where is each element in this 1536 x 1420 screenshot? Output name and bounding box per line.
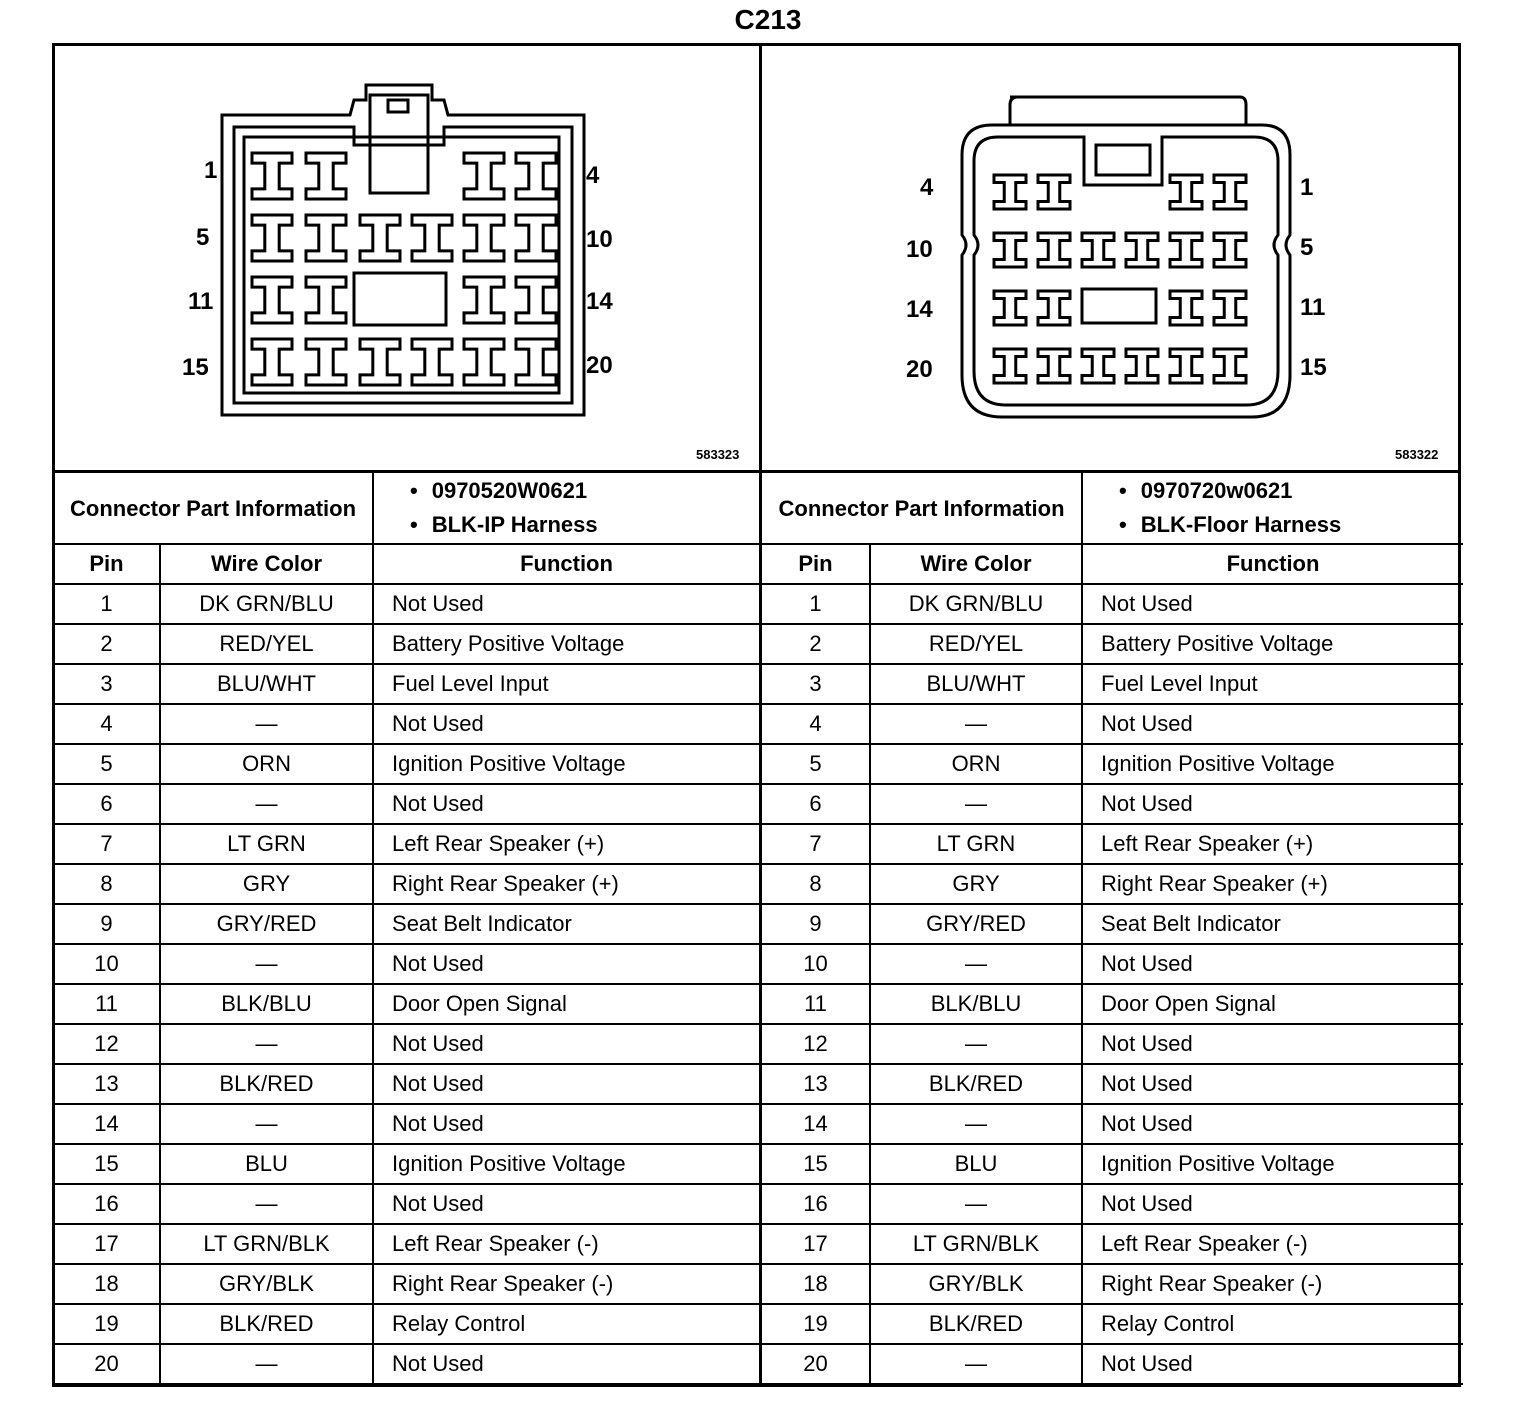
function-cell: Not Used — [373, 784, 759, 824]
wire-color-cell: BLK/RED — [870, 1064, 1082, 1104]
pin-cell: 3 — [54, 664, 160, 704]
pinout-table-floor — [759, 473, 1463, 1385]
table-row — [762, 1064, 1463, 1104]
table-row — [762, 1264, 1463, 1304]
pin-cell: 19 — [762, 1304, 870, 1344]
harness-name: • BLK-IP Harness — [414, 508, 759, 542]
table-row — [54, 784, 759, 824]
pin-cell: 6 — [762, 784, 870, 824]
wire-color-cell: — — [870, 1104, 1082, 1144]
terminal-icon — [1214, 175, 1246, 209]
pin-cell: 1 — [762, 584, 870, 624]
wire-color-cell: BLK/BLU — [870, 984, 1082, 1024]
table-row — [762, 584, 1463, 624]
pin-cell: 1 — [54, 584, 160, 624]
function-cell: Relay Control — [1082, 1304, 1463, 1344]
table-row — [54, 624, 759, 664]
terminal-icon — [1170, 291, 1202, 325]
table-row — [762, 904, 1463, 944]
pin-cell: 7 — [762, 824, 870, 864]
terminal-icon — [306, 339, 346, 385]
connector-info-list — [373, 473, 759, 544]
pinout-tables — [54, 470, 1460, 1376]
wire-color-cell: BLK/RED — [870, 1304, 1082, 1344]
function-header: Function — [373, 544, 759, 584]
table-row — [54, 1064, 759, 1104]
pin-cell: 9 — [54, 904, 160, 944]
function-cell: Left Rear Speaker (-) — [1082, 1224, 1463, 1264]
function-cell: Right Rear Speaker (+) — [373, 864, 759, 904]
function-cell: Ignition Positive Voltage — [373, 744, 759, 784]
pin-cell: 8 — [762, 864, 870, 904]
pin-label-15: 15 — [182, 354, 209, 381]
terminal-icon — [464, 277, 504, 323]
wire-color-header: Wire Color — [870, 544, 1082, 584]
wire-color-cell: LT GRN/BLK — [160, 1224, 373, 1264]
function-cell: Not Used — [1082, 944, 1463, 984]
function-header: Function — [1082, 544, 1463, 584]
terminal-icon — [306, 215, 346, 261]
terminal-icon — [994, 233, 1026, 267]
terminal-icon — [1170, 175, 1202, 209]
table-body — [54, 584, 759, 1384]
terminal-icon — [1038, 291, 1070, 325]
pin-label-5: 5 — [196, 224, 210, 251]
function-cell: Door Open Signal — [373, 984, 759, 1024]
function-cell: Ignition Positive Voltage — [373, 1144, 759, 1184]
function-cell: Relay Control — [373, 1304, 759, 1344]
pin-cell: 17 — [54, 1224, 160, 1264]
function-cell: Left Rear Speaker (-) — [373, 1224, 759, 1264]
terminal-icon — [1214, 349, 1246, 383]
terminal-icon — [306, 277, 346, 323]
function-cell: Left Rear Speaker (+) — [1082, 824, 1463, 864]
pin-header: Pin — [762, 544, 870, 584]
wire-color-cell: BLK/RED — [160, 1064, 373, 1104]
table-row — [54, 1184, 759, 1224]
wire-color-cell: — — [160, 1344, 373, 1384]
function-cell: Fuel Level Input — [1082, 664, 1463, 704]
part-number: • 0970520W0621 — [414, 474, 759, 508]
pin-cell: 4 — [54, 704, 160, 744]
pin-label-20: 20 — [586, 352, 613, 379]
terminal-icon — [516, 153, 556, 199]
terminal-icon — [516, 277, 556, 323]
pin-cell: 12 — [762, 1024, 870, 1064]
connector-info-label: Connector Part Information — [54, 473, 373, 544]
pin-label-20: 20 — [906, 356, 933, 383]
table-row — [762, 1104, 1463, 1144]
pin-cell: 20 — [54, 1344, 160, 1384]
figure-number: 583323 — [696, 447, 740, 462]
connector-drawing-floor — [759, 45, 1463, 472]
pin-cell: 7 — [54, 824, 160, 864]
function-cell: Right Rear Speaker (-) — [373, 1264, 759, 1304]
table-row — [762, 1024, 1463, 1064]
pin-cell: 20 — [762, 1344, 870, 1384]
pinout-table-ip — [54, 473, 759, 1385]
table-body — [762, 584, 1463, 1384]
table-row — [54, 744, 759, 784]
terminal-icon — [1214, 291, 1246, 325]
wire-color-cell: — — [870, 1344, 1082, 1384]
wire-color-cell: BLU/WHT — [160, 664, 373, 704]
wire-color-cell: RED/YEL — [160, 624, 373, 664]
wire-color-cell: — — [870, 1184, 1082, 1224]
terminal-icon — [1038, 175, 1070, 209]
pin-cell: 4 — [762, 704, 870, 744]
table-row — [54, 1304, 759, 1344]
pin-label-1: 1 — [1300, 174, 1314, 201]
wire-color-cell: — — [870, 704, 1082, 744]
pin-cell: 11 — [54, 984, 160, 1024]
wire-color-cell: — — [870, 1024, 1082, 1064]
pin-label-4: 4 — [920, 174, 934, 201]
function-cell: Fuel Level Input — [373, 664, 759, 704]
function-cell: Not Used — [1082, 1064, 1463, 1104]
part-number: • 0970720w0621 — [1123, 474, 1463, 508]
terminal-icon — [1082, 233, 1114, 267]
table-row — [54, 824, 759, 864]
pin-cell: 15 — [762, 1144, 870, 1184]
table-row — [762, 744, 1463, 784]
function-cell: Ignition Positive Voltage — [1082, 1144, 1463, 1184]
function-cell: Not Used — [373, 1344, 759, 1384]
wire-color-cell: GRY — [160, 864, 373, 904]
pin-label-4: 4 — [586, 162, 600, 189]
terminal-icon — [994, 349, 1026, 383]
terminal-icon — [360, 215, 400, 261]
function-cell: Battery Positive Voltage — [1082, 624, 1463, 664]
terminal-icon — [252, 277, 292, 323]
wire-color-cell: — — [160, 944, 373, 984]
function-cell: Not Used — [1082, 704, 1463, 744]
pin-cell: 14 — [762, 1104, 870, 1144]
function-cell: Not Used — [1082, 1184, 1463, 1224]
table-row — [54, 984, 759, 1024]
pin-label-11: 11 — [1300, 294, 1326, 321]
table-row — [762, 704, 1463, 744]
connector-ip-diagram — [54, 45, 759, 472]
pin-cell: 6 — [54, 784, 160, 824]
pin-label-5: 5 — [1300, 234, 1314, 261]
terminal-icon — [360, 339, 400, 385]
pin-cell: 2 — [54, 624, 160, 664]
terminal-icon — [1126, 349, 1158, 383]
pin-header: Pin — [54, 544, 160, 584]
connector-info-row — [762, 473, 1463, 544]
table-row — [54, 1224, 759, 1264]
function-cell: Not Used — [1082, 784, 1463, 824]
table-header — [762, 544, 1463, 584]
table-row — [762, 1304, 1463, 1344]
function-cell: Left Rear Speaker (+) — [373, 824, 759, 864]
terminal-icon — [412, 215, 452, 261]
wire-color-cell: — — [160, 784, 373, 824]
terminal-icon — [994, 291, 1026, 325]
function-cell: Not Used — [373, 1104, 759, 1144]
pin-cell: 5 — [762, 744, 870, 784]
pin-label-1: 1 — [204, 157, 218, 184]
connector-drawing-ip — [54, 45, 759, 472]
pin-label-14: 14 — [586, 288, 613, 315]
function-cell: Seat Belt Indicator — [1082, 904, 1463, 944]
pin-cell: 18 — [54, 1264, 160, 1304]
wire-color-cell: LT GRN/BLK — [870, 1224, 1082, 1264]
table-row — [762, 944, 1463, 984]
connector-floor-diagram — [762, 45, 1460, 472]
function-cell: Not Used — [373, 1184, 759, 1224]
pin-cell: 10 — [762, 944, 870, 984]
wire-color-cell: — — [160, 704, 373, 744]
function-cell: Not Used — [373, 1024, 759, 1064]
terminal-icon — [516, 339, 556, 385]
table-row — [54, 1144, 759, 1184]
table-row — [762, 824, 1463, 864]
table-row — [762, 984, 1463, 1024]
wire-color-cell: GRY/RED — [870, 904, 1082, 944]
function-cell: Not Used — [1082, 584, 1463, 624]
wire-color-cell: BLU — [870, 1144, 1082, 1184]
table-row — [54, 864, 759, 904]
terminal-icon — [1038, 233, 1070, 267]
pin-cell: 5 — [54, 744, 160, 784]
terminal-icon — [464, 153, 504, 199]
pin-cell: 8 — [54, 864, 160, 904]
pin-cell: 3 — [762, 664, 870, 704]
terminal-icon — [412, 339, 452, 385]
pin-cell: 15 — [54, 1144, 160, 1184]
connector-info-row — [54, 473, 759, 544]
terminal-icon — [464, 339, 504, 385]
pin-cell: 9 — [762, 904, 870, 944]
table-row — [54, 904, 759, 944]
wire-color-cell: BLK/RED — [160, 1304, 373, 1344]
terminal-icon — [1126, 233, 1158, 267]
function-cell: Right Rear Speaker (-) — [1082, 1264, 1463, 1304]
table-row — [762, 624, 1463, 664]
function-cell: Door Open Signal — [1082, 984, 1463, 1024]
table-row — [54, 704, 759, 744]
function-cell: Not Used — [373, 944, 759, 984]
terminal-icon — [252, 215, 292, 261]
page-title: C213 — [734, 4, 802, 35]
wire-color-cell: GRY/BLK — [870, 1264, 1082, 1304]
pin-label-10: 10 — [906, 236, 933, 263]
wire-color-cell: LT GRN — [160, 824, 373, 864]
wire-color-cell: ORN — [160, 744, 373, 784]
table-row — [54, 1024, 759, 1064]
terminal-icon — [1038, 349, 1070, 383]
harness-name: • BLK-Floor Harness — [1123, 508, 1463, 542]
connector-info-list — [1082, 473, 1463, 544]
wire-color-cell: BLK/BLU — [160, 984, 373, 1024]
terminal-icon — [516, 215, 556, 261]
table-row — [54, 1264, 759, 1304]
pin-cell: 18 — [762, 1264, 870, 1304]
terminal-icon — [252, 339, 292, 385]
wire-color-cell: — — [160, 1184, 373, 1224]
table-header — [54, 544, 759, 584]
table-row — [762, 1224, 1463, 1264]
pin-cell: 13 — [54, 1064, 160, 1104]
pin-cell: 2 — [762, 624, 870, 664]
function-cell: Seat Belt Indicator — [373, 904, 759, 944]
terminal-icon — [1214, 233, 1246, 267]
wire-color-cell: ORN — [870, 744, 1082, 784]
table-row — [54, 584, 759, 624]
terminal-icon — [1082, 349, 1114, 383]
pin-cell: 12 — [54, 1024, 160, 1064]
wire-color-cell: — — [160, 1104, 373, 1144]
table-row — [762, 784, 1463, 824]
wire-color-cell: GRY/RED — [160, 904, 373, 944]
pin-cell: 10 — [54, 944, 160, 984]
figure-number: 583322 — [1395, 447, 1439, 462]
wire-color-cell: BLU/WHT — [870, 664, 1082, 704]
function-cell: Not Used — [373, 704, 759, 744]
pin-cell: 17 — [762, 1224, 870, 1264]
table-row — [54, 664, 759, 704]
function-cell: Not Used — [373, 1064, 759, 1104]
terminal-icon — [994, 175, 1026, 209]
table-row — [54, 944, 759, 984]
pin-cell: 11 — [762, 984, 870, 1024]
function-cell: Right Rear Speaker (+) — [1082, 864, 1463, 904]
pin-label-10: 10 — [586, 226, 613, 253]
wire-color-cell: GRY — [870, 864, 1082, 904]
pin-cell: 19 — [54, 1304, 160, 1344]
pin-cell: 14 — [54, 1104, 160, 1144]
function-cell: Battery Positive Voltage — [373, 624, 759, 664]
wire-color-cell: LT GRN — [870, 824, 1082, 864]
function-cell: Ignition Positive Voltage — [1082, 744, 1463, 784]
table-row — [54, 1344, 759, 1384]
table-row — [762, 664, 1463, 704]
terminal-icon — [252, 153, 292, 199]
pin-label-11: 11 — [188, 288, 214, 315]
table-row — [762, 1184, 1463, 1224]
wire-color-cell: DK GRN/BLU — [870, 584, 1082, 624]
pin-label-15: 15 — [1300, 354, 1327, 381]
table-row — [762, 1344, 1463, 1384]
terminal-icon — [1170, 233, 1202, 267]
wire-color-cell: — — [870, 784, 1082, 824]
wire-color-header: Wire Color — [160, 544, 373, 584]
connector-info-label: Connector Part Information — [762, 473, 1082, 544]
function-cell: Not Used — [373, 584, 759, 624]
function-cell: Not Used — [1082, 1024, 1463, 1064]
function-cell: Not Used — [1082, 1344, 1463, 1384]
wire-color-cell: — — [870, 944, 1082, 984]
pin-cell: 16 — [762, 1184, 870, 1224]
table-row — [762, 864, 1463, 904]
function-cell: Not Used — [1082, 1104, 1463, 1144]
wire-color-cell: DK GRN/BLU — [160, 584, 373, 624]
wire-color-cell: BLU — [160, 1144, 373, 1184]
terminal-icon — [306, 153, 346, 199]
terminal-icon — [1170, 349, 1202, 383]
pin-cell: 16 — [54, 1184, 160, 1224]
pin-label-14: 14 — [906, 296, 933, 323]
table-row — [54, 1104, 759, 1144]
terminal-icon — [464, 215, 504, 261]
wire-color-cell: GRY/BLK — [160, 1264, 373, 1304]
pin-cell: 13 — [762, 1064, 870, 1104]
table-row — [762, 1144, 1463, 1184]
wire-color-cell: — — [160, 1024, 373, 1064]
wire-color-cell: RED/YEL — [870, 624, 1082, 664]
